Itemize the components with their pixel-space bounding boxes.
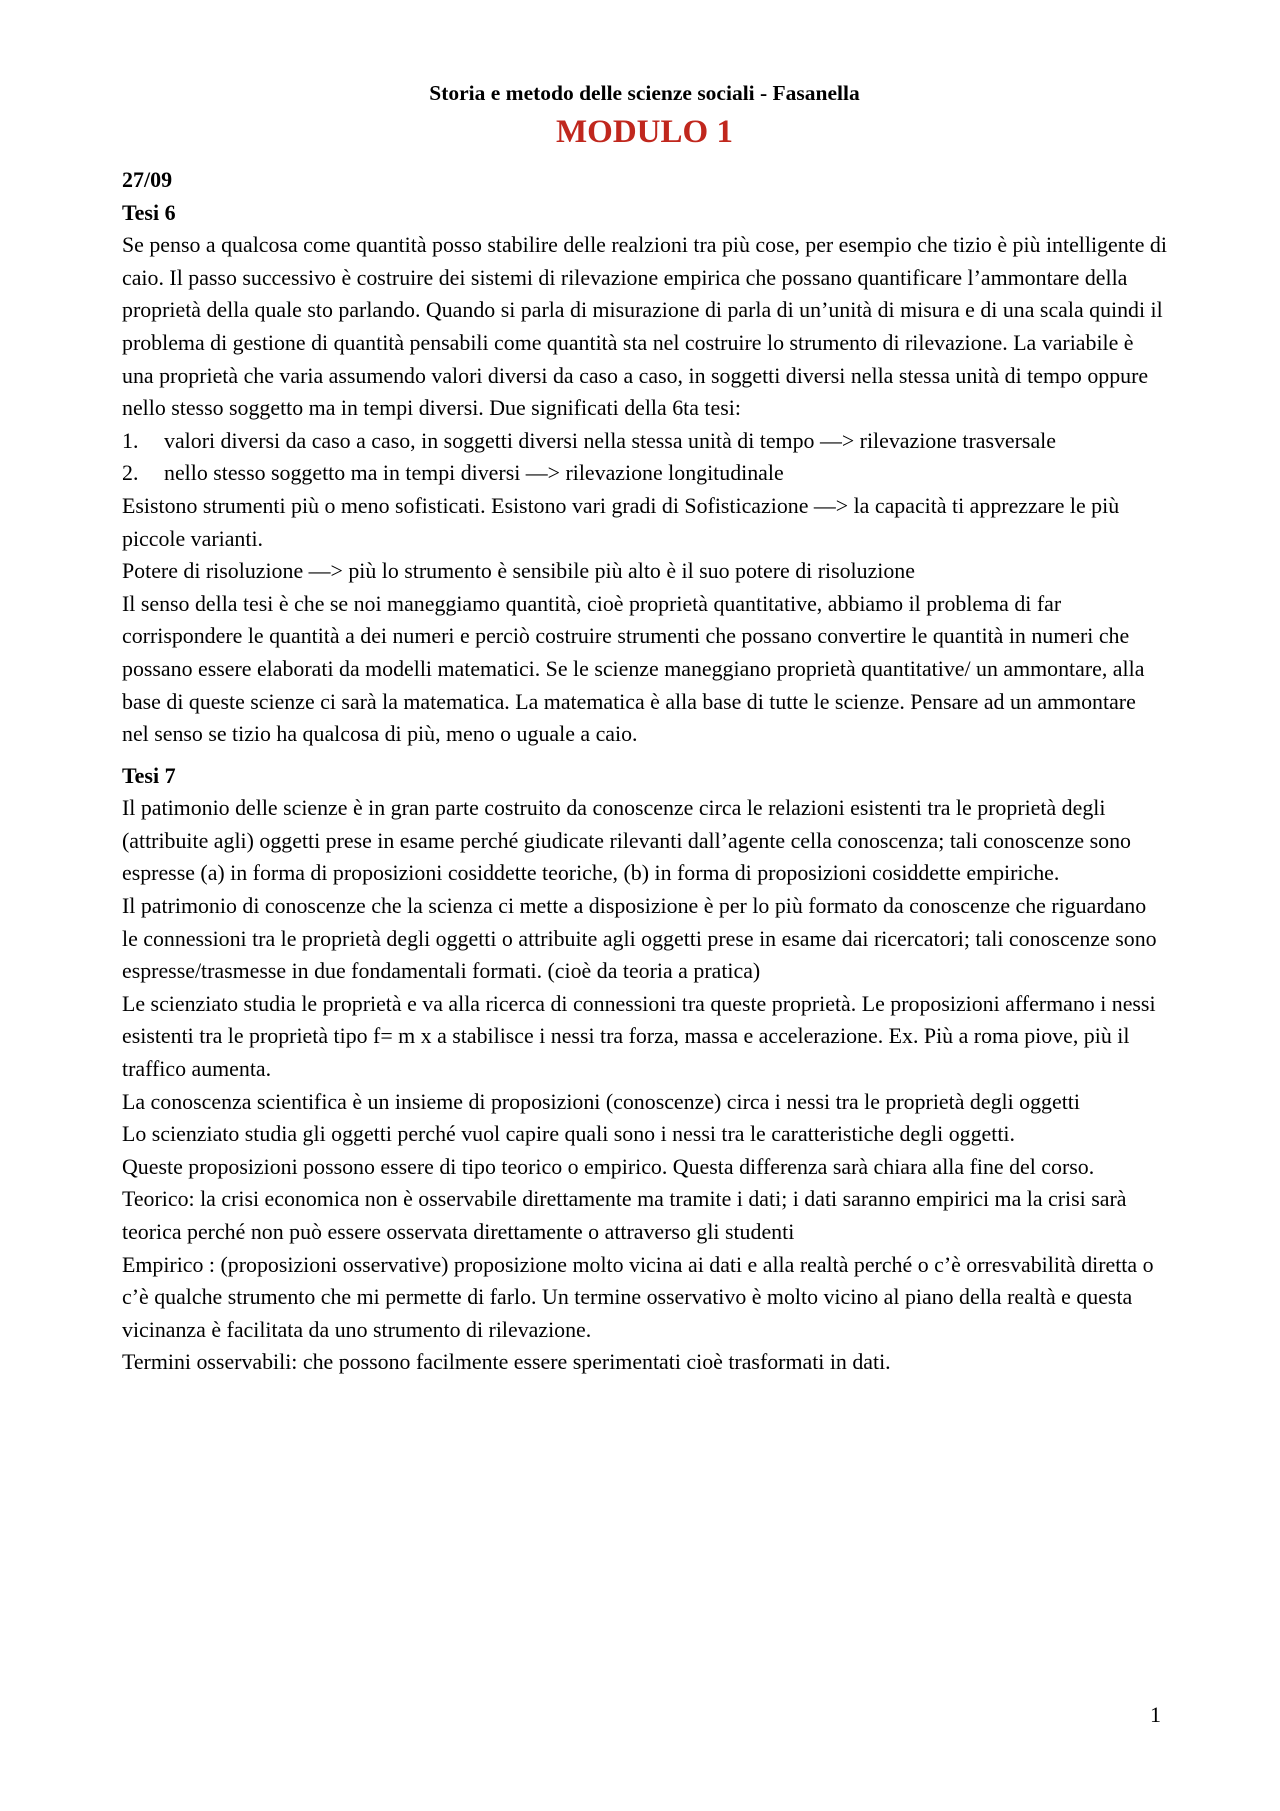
document-title: Storia e metodo delle scienze sociali - Fasanella	[429, 81, 860, 105]
page-number: 1	[1150, 1702, 1161, 1727]
document-page	[122, 78, 1167, 1379]
numbered-list	[122, 425, 1167, 490]
section-heading-tesi-6: Tesi 6	[122, 199, 176, 225]
paragraph: La conoscenza scientifica è un insieme di proposizioni (conoscenze) circa i nessi tra le proprietà degli oggetti	[122, 1088, 1080, 1114]
list-item-number: 2.	[122, 460, 139, 486]
section-tesi-6	[122, 197, 1167, 751]
paragraph: Potere di risoluzione —> più lo strumento è sensibile più alto è il suo potere di risoluzione	[122, 558, 915, 584]
section-heading-tesi-7: Tesi 7	[122, 762, 176, 788]
paragraph: Il senso della tesi è che se noi maneggiamo quantità, cioè proprietà quantitative, abbiamo il problema di far corrispondere le quantità a dei numeri e perciò costruire strumenti che possano convertire le quantità in numeri che possano essere elaborati da modelli matematici. Se le scienze maneggiano proprietà quantitative/ un ammontare, alla base di queste scienze ci sarà la matematica. La matematica è alla base di tutte le scienze. Pensare ad un ammontare nel senso se tizio ha qualcosa di più, meno o uguale a caio.	[122, 590, 1145, 747]
section-tesi-7	[122, 760, 1167, 1379]
paragraph: Teorico: la crisi economica non è osservabile direttamente ma tramite i dati; i dati saranno empirici ma la crisi sarà teorica perché non può essere osservata direttamente o attraverso gli studenti	[122, 1186, 1127, 1244]
paragraph: Se penso a qualcosa come quantità posso stabilire delle realzioni tra più cose, per esempio che tizio è più intelligente di caio. Il passo successivo è costruire dei sistemi di rilevazione empirica che possano quantificare l’ammontare della proprietà della quale sto parlando. Quando si parla di misurazione di parla di un’unità di misura e di una scala quindi il problema di gestione di quantità pensabili come quantità sta nel costruire lo strumento di rilevazione. La variabile è una proprietà che varia assumendo valori diversi da caso a caso, in soggetti diversi nella stessa unità di tempo oppure nello stesso soggetto ma in tempi diversi. Due significati della 6ta tesi:	[122, 232, 1167, 421]
paragraph: Empirico : (proposizioni osservative) proposizione molto vicina ai dati e alla realtà perché o c’è orresvabilità diretta o c’è qualche strumento che mi permette di farlo. Un termine osservativo è molto vicino al piano della realtà e questa vicinanza è facilitata da uno strumento di rilevazione.	[122, 1251, 1154, 1342]
paragraph: Lo scienziato studia gli oggetti perché vuol capire quali sono i nessi tra le caratteristiche degli oggetti.	[122, 1121, 1015, 1147]
list-item	[122, 425, 1167, 458]
lecture-date: 27/09	[122, 167, 173, 192]
module-title: MODULO 1	[556, 114, 733, 150]
list-item	[122, 457, 1167, 490]
paragraph: Il patimonio delle scienze è in gran parte costruito da conoscenze circa le relazioni esistenti tra le proprietà degli (attribuite agli) oggetti prese in esame perché giudicate rilevanti dall’agente cella conoscenza; tali conoscenze sono espresse (a) in forma di proposizioni cosiddette teoriche, (b) in forma di proposizioni cosiddette empiriche.	[122, 795, 1131, 886]
paragraph: Le scienziato studia le proprietà e va alla ricerca di connessioni tra queste proprietà. Le proposizioni affermano i nessi esistenti tra le proprietà tipo f= m x a stabilisce i nessi tra forza, massa e accelerazione. Ex. Più a roma piove, più il traffico aumenta.	[122, 990, 1156, 1082]
paragraph: Il patrimonio di conoscenze che la scienza ci mette a disposizione è per lo più formato da conoscenze che riguardano le connessioni tra le proprietà degli oggetti o attribuite agli oggetti prese in esame dai ricercatori; tali conoscenze sono espresse/trasmesse in due fondamentali formati. (cioè da teoria a pratica)	[122, 893, 1157, 984]
paragraph: Queste proposizioni possono essere di tipo teorico o empirico. Questa differenza sarà chiara alla fine del corso.	[122, 1153, 1095, 1179]
paragraph: Esistono strumenti più o meno sofisticati. Esistono vari gradi di Sofisticazione —> la capacità ti apprezzare le più piccole varianti.	[122, 492, 1120, 551]
list-item-text: nello stesso soggetto ma in tempi diversi —> rilevazione longitudinale	[164, 460, 784, 486]
list-item-text: valori diversi da caso a caso, in soggetti diversi nella stessa unità di tempo —> rilevazione trasversale	[164, 427, 1056, 453]
list-item-number: 1.	[122, 427, 139, 453]
paragraph: Termini osservabili: che possono facilmente essere sperimentati cioè trasformati in dati.	[122, 1349, 891, 1375]
